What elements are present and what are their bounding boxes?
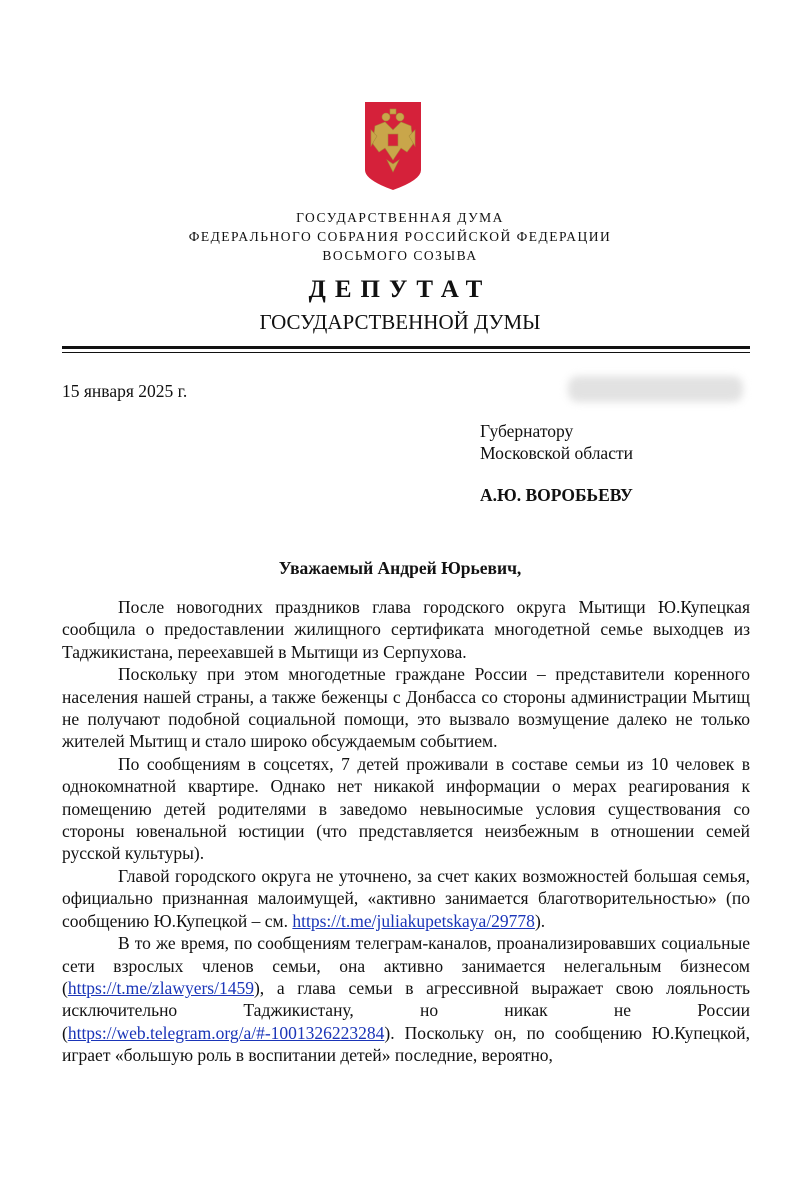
paragraph-1: После новогодних праздников глава городского округа Мытищи Ю.Купецкая сообщила о предоставлении жилищного сертификата многодетной семье выходцев из Таджикистана, переехавшей в Мытищи из Серпухова. bbox=[62, 597, 750, 662]
letterhead-subtitle: ГОСУДАРСТВЕННОЙ ДУМЫ bbox=[259, 310, 541, 334]
letter-body bbox=[62, 596, 750, 1067]
paragraph-2: Поскольку при этом многодетные граждане России – представители коренного населения нашей страны, а также беженцы с Донбасса со стороны администрации Мытищ не получают подобной социальной помощи, это вызвало возмущение далеко не только жителей Мытищ и стало широко обсуждаемым событием. bbox=[62, 664, 750, 752]
header-line-1: ГОСУДАРСТВЕННАЯ ДУМА bbox=[296, 210, 504, 225]
paragraph-5-text-3: ). Поскольку он, по сообщению Ю.Купецкой, играет «большую роль в воспитании детей» последние, вероятно, bbox=[62, 1022, 750, 1066]
paragraph-4-text: Главой городского округа не уточнено, за счет каких возможностей большая семья, официально признанная малоимущей, «активно занимается благотворительностью» (по сообщению Ю.Купецкой – см. bbox=[62, 865, 750, 931]
paragraph-5-text-2: ), а глава семьи в агрессивной выражает свою лояльность исключительно Таджикистану, но никак не России ( bbox=[62, 977, 750, 1043]
addressee-name: А.Ю. ВОРОБЬЕВУ bbox=[480, 485, 633, 505]
letter-date: 15 января 2025 г. bbox=[62, 381, 188, 401]
header-line-3: ВОСЬМОГО СОЗЫВА bbox=[322, 248, 478, 263]
telegram-link-zlawyers[interactable]: https://t.me/zlawyers/1459 bbox=[67, 977, 254, 998]
addressee-position: Губернатору bbox=[480, 421, 574, 441]
paragraph-3: По сообщениям в соцсетях, 7 детей проживали в составе семьи из 10 человек в однокомнатной квартире. Однако нет никакой информации о мерах реагирования к помещению детей родителями в заведомо невыносимые условия существования со стороны ювенальной юстиции (что представляется неизбежным в отношении семей русской культуры). bbox=[62, 753, 750, 864]
telegram-link-juliakupetskaya[interactable]: https://t.me/juliakupetskaya/29778 bbox=[292, 910, 535, 931]
paragraph-5 bbox=[62, 932, 750, 1066]
letterhead-title: ДЕПУТАТ bbox=[308, 276, 492, 303]
addressee-region: Московской области bbox=[480, 443, 633, 463]
redacted-registration-number bbox=[568, 376, 743, 402]
header-divider-thick bbox=[62, 346, 750, 349]
paragraph-5-text-1: В то же время, по сообщениям телеграм-каналов, проанализировавших социальные сети взрослых членов семьи, она активно занимается нелегальным бизнесом ( bbox=[62, 933, 750, 998]
russian-coat-of-arms-icon bbox=[363, 100, 423, 192]
header-divider-thin bbox=[62, 352, 750, 353]
greeting: Уважаемый Андрей Юрьевич, bbox=[278, 558, 522, 578]
header-line-2: ФЕДЕРАЛЬНОГО СОБРАНИЯ РОССИЙСКОЙ ФЕДЕРАЦИИ bbox=[188, 229, 612, 244]
paragraph-4 bbox=[62, 865, 750, 932]
telegram-link-web[interactable]: https://web.telegram.org/a/#-1001326223284 bbox=[67, 1022, 385, 1043]
paragraph-4-end: ). bbox=[534, 910, 546, 931]
